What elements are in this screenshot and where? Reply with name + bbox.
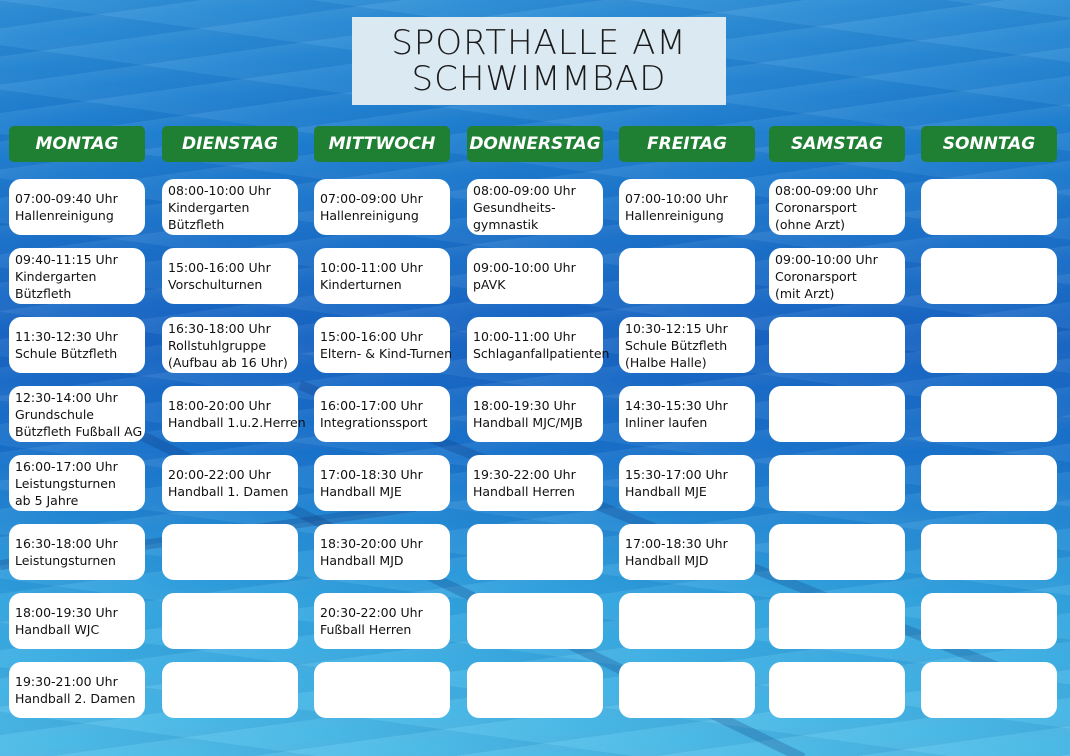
schedule-slot-freitag: [619, 524, 755, 580]
schedule-slot-montag: [9, 248, 145, 304]
schedule-slot-mittwoch: [314, 455, 450, 511]
schedule-slot-samstag: [769, 317, 905, 373]
slot-time: 15:00-16:00 Uhr: [168, 260, 271, 275]
schedule-slot-sonntag: [921, 317, 1057, 373]
slot-time: 08:00-09:00 Uhr: [473, 182, 576, 198]
schedule-slot-freitag: [619, 455, 755, 511]
slot-time: 10:00-11:00 Uhr: [320, 260, 423, 275]
schedule-slot-freitag: [619, 248, 755, 304]
slot-activity: Coronarsport: [775, 199, 857, 215]
slot-activity: (mit Arzt): [775, 285, 835, 301]
schedule-slot-mittwoch: [314, 524, 450, 580]
schedule-slot-donnerstag: [467, 179, 603, 235]
schedule-slot-dienstag: [162, 317, 298, 373]
day-header-mittwoch: MITTWOCH: [314, 126, 450, 162]
slot-activity: Leistungsturnen: [15, 553, 116, 568]
schedule-slot-sonntag: [921, 593, 1057, 649]
day-header-sonntag: SONNTAG: [921, 126, 1057, 162]
schedule-slot-samstag: [769, 524, 905, 580]
schedule-slot-mittwoch: [314, 386, 450, 442]
schedule-slot-freitag: [619, 662, 755, 718]
schedule-slot-sonntag: [921, 524, 1057, 580]
schedule-slot-donnerstag: [467, 386, 603, 442]
slot-activity: Bützfleth Fußball AG: [15, 423, 143, 439]
slot-time: 18:30-20:00 Uhr: [320, 536, 423, 551]
schedule-slot-samstag: [769, 179, 905, 235]
slot-activity: Handball 2. Damen: [15, 691, 136, 706]
schedule-slot-donnerstag: [467, 317, 610, 373]
slot-activity: Rollstuhlgruppe: [168, 337, 267, 353]
slot-activity: Schule Bützfleth: [625, 337, 728, 353]
slot-activity: Inliner laufen: [625, 415, 708, 430]
schedule-slot-donnerstag: [467, 662, 603, 718]
slot-time: 11:30-12:30 Uhr: [15, 329, 118, 344]
slot-time: 17:00-18:30 Uhr: [320, 467, 423, 482]
schedule-slot-dienstag: [162, 455, 298, 511]
slot-time: 09:40-11:15 Uhr: [15, 251, 118, 267]
slot-activity: Bützfleth: [168, 216, 225, 232]
slot-time: 09:00-10:00 Uhr: [775, 251, 878, 267]
schedule-slot-dienstag: [162, 179, 298, 235]
slot-activity: Handball Herren: [473, 484, 575, 499]
slot-time: 12:30-14:00 Uhr: [15, 389, 118, 405]
slot-time: 20:00-22:00 Uhr: [168, 467, 271, 482]
slot-time: 09:00-10:00 Uhr: [473, 260, 576, 275]
schedule-slot-donnerstag: [467, 524, 603, 580]
schedule-slot-montag: [9, 524, 145, 580]
page-title: [352, 17, 726, 105]
slot-activity: Leistungsturnen: [15, 475, 116, 491]
slot-time: 19:30-21:00 Uhr: [15, 674, 118, 689]
schedule-slot-donnerstag: [467, 455, 603, 511]
slot-activity: Fußball Herren: [320, 622, 412, 637]
slot-time: 07:00-09:40 Uhr: [15, 191, 118, 206]
slot-activity: Handball 1. Damen: [168, 484, 289, 499]
schedule-slot-freitag: [619, 317, 755, 373]
schedule-slot-mittwoch: [314, 179, 450, 235]
slot-time: 19:30-22:00 Uhr: [473, 467, 576, 482]
slot-activity: pAVK: [473, 277, 506, 292]
schedule-slot-sonntag: [921, 455, 1057, 511]
slot-activity: (ohne Arzt): [775, 216, 846, 232]
schedule-slot-dienstag: [162, 386, 306, 442]
schedule-slot-montag: [9, 179, 145, 235]
slot-activity: Handball MJD: [625, 553, 709, 568]
schedule-slot-mittwoch: [314, 593, 450, 649]
slot-activity: Vorschulturnen: [168, 277, 263, 292]
schedule-slot-dienstag: [162, 662, 298, 718]
slot-activity: Hallenreinigung: [15, 208, 114, 223]
slot-time: 10:30-12:15 Uhr: [625, 320, 728, 336]
slot-activity: Schule Bützfleth: [15, 346, 118, 361]
schedule-slot-samstag: [769, 248, 905, 304]
schedule-slot-samstag: [769, 593, 905, 649]
schedule-slot-dienstag: [162, 248, 298, 304]
schedule-slot-montag: [9, 662, 145, 718]
slot-activity: Kinderturnen: [320, 277, 402, 292]
slot-activity: Coronarsport: [775, 268, 857, 284]
slot-activity: gymnastik: [473, 216, 539, 232]
schedule-slot-donnerstag: [467, 248, 603, 304]
slot-activity: Eltern- & Kind-Turnen: [320, 346, 453, 361]
slot-activity: Handball 1.u.2.Herren: [168, 415, 306, 430]
slot-time: 16:00-17:00 Uhr: [15, 458, 118, 474]
slot-time: 18:00-20:00 Uhr: [168, 398, 271, 413]
slot-time: 10:00-11:00 Uhr: [473, 329, 576, 344]
slot-time: 08:00-10:00 Uhr: [168, 182, 271, 198]
slot-activity: Kindergarten: [168, 199, 250, 215]
slot-activity: Handball MJC/MJB: [473, 415, 583, 430]
slot-activity: Gesundheits-: [473, 199, 556, 215]
day-header-montag: MONTAG: [9, 126, 145, 162]
schedule-slot-sonntag: [921, 386, 1057, 442]
day-header-donnerstag: DONNERSTAG: [467, 126, 603, 162]
schedule-slot-dienstag: [162, 524, 298, 580]
slot-time: 18:00-19:30 Uhr: [473, 398, 576, 413]
slot-activity: (Halbe Halle): [625, 354, 707, 370]
slot-activity: Hallenreinigung: [625, 208, 724, 223]
schedule-slot-samstag: [769, 386, 905, 442]
day-header-samstag: SAMSTAG: [769, 126, 905, 162]
schedule-slot-montag: [9, 386, 145, 442]
slot-time: 07:00-09:00 Uhr: [320, 191, 423, 206]
title-line-1: SPORTHALLE AM: [391, 23, 687, 63]
schedule-slot-montag: [9, 455, 145, 511]
schedule-slot-montag: [9, 317, 145, 373]
schedule-slot-donnerstag: [467, 593, 603, 649]
slot-activity: ab 5 Jahre: [15, 492, 79, 508]
schedule-slot-mittwoch: [314, 248, 450, 304]
schedule-slot-mittwoch: [314, 317, 453, 373]
schedule-slot-sonntag: [921, 248, 1057, 304]
slot-activity: Handball MJE: [320, 484, 402, 499]
schedule-slot-freitag: [619, 179, 755, 235]
day-header-freitag: FREITAG: [619, 126, 755, 162]
schedule-slot-dienstag: [162, 593, 298, 649]
slot-time: 16:30-18:00 Uhr: [168, 320, 271, 336]
slot-time: 17:00-18:30 Uhr: [625, 536, 728, 551]
slot-time: 16:30-18:00 Uhr: [15, 536, 118, 551]
schedule-slot-sonntag: [921, 179, 1057, 235]
day-header-dienstag: DIENSTAG: [162, 126, 298, 162]
slot-time: 16:00-17:00 Uhr: [320, 398, 423, 413]
slot-time: 20:30-22:00 Uhr: [320, 605, 423, 620]
schedule-slot-samstag: [769, 455, 905, 511]
slot-time: 08:00-09:00 Uhr: [775, 182, 878, 198]
slot-activity: Bützfleth: [15, 285, 72, 301]
slot-activity: Hallenreinigung: [320, 208, 419, 223]
slot-time: 14:30-15:30 Uhr: [625, 398, 728, 413]
slot-activity: Grundschule: [15, 406, 94, 422]
slot-activity: Handball WJC: [15, 622, 100, 637]
schedule-slot-montag: [9, 593, 145, 649]
slot-time: 07:00-10:00 Uhr: [625, 191, 728, 206]
slot-activity: Schlaganfallpatienten: [473, 346, 610, 361]
slot-time: 15:30-17:00 Uhr: [625, 467, 728, 482]
schedule-slot-mittwoch: [314, 662, 450, 718]
slot-activity: Handball MJE: [625, 484, 707, 499]
slot-activity: (Aufbau ab 16 Uhr): [168, 354, 288, 370]
schedule-slot-sonntag: [921, 662, 1057, 718]
title-line-2: SCHWIMMBAD: [411, 59, 667, 99]
slot-activity: Handball MJD: [320, 553, 404, 568]
schedule-slot-freitag: [619, 593, 755, 649]
slot-activity: Kindergarten: [15, 268, 97, 284]
slot-activity: Integrationssport: [320, 415, 428, 430]
schedule-slot-freitag: [619, 386, 755, 442]
schedule-slot-samstag: [769, 662, 905, 718]
slot-time: 18:00-19:30 Uhr: [15, 605, 118, 620]
slot-time: 15:00-16:00 Uhr: [320, 329, 423, 344]
